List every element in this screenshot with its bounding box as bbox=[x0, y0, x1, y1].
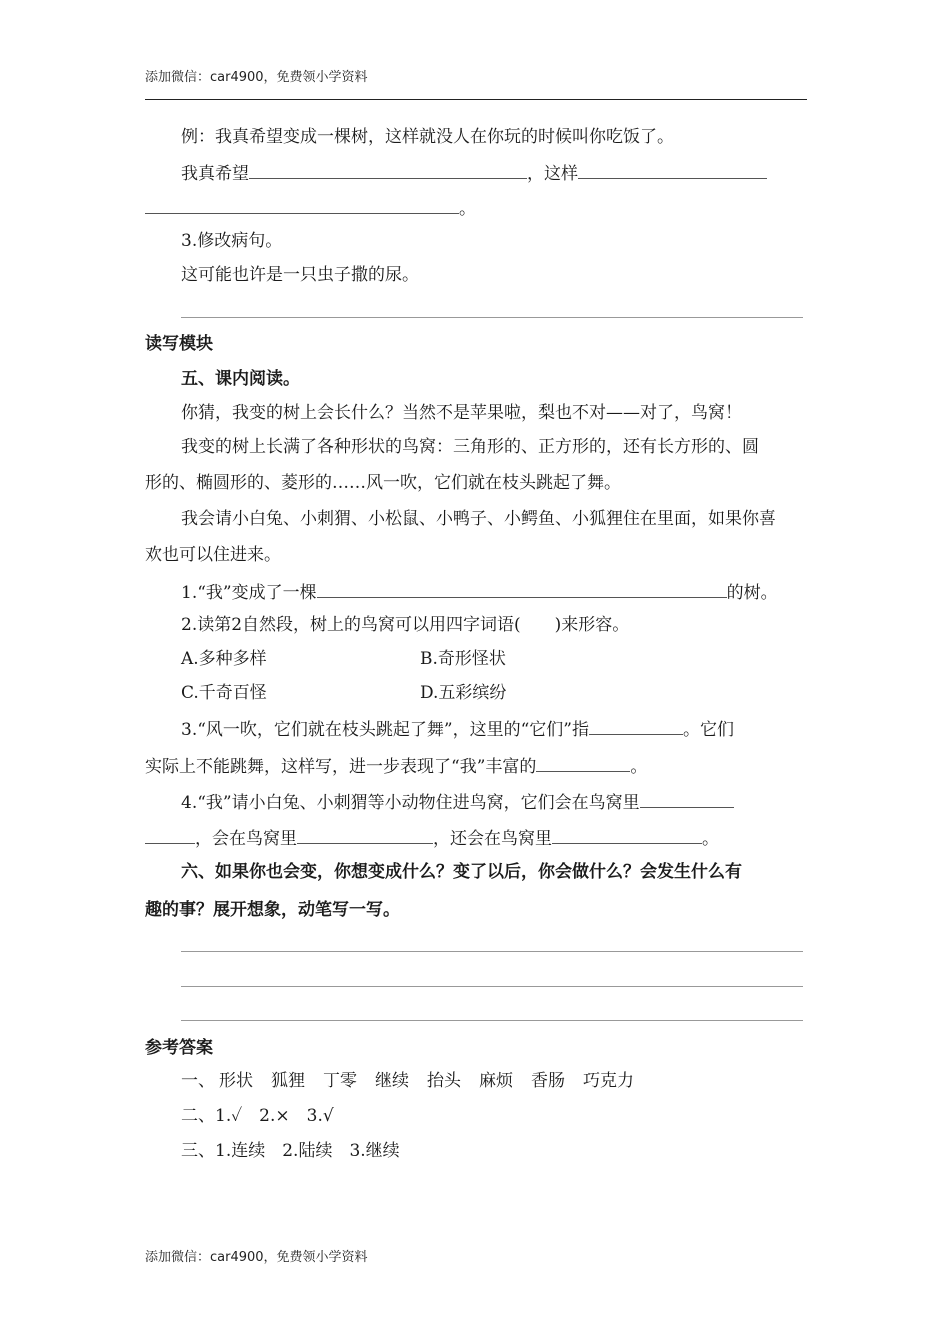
answer-blank[interactable] bbox=[145, 827, 195, 844]
q5-4-d: 。 bbox=[702, 829, 719, 849]
q5-4-b: ，会在鸟窝里 bbox=[195, 829, 297, 849]
q5-3-line2 bbox=[145, 755, 647, 777]
answer-word: 丁零 bbox=[323, 1071, 357, 1091]
answers-three: 三、1.连续 2.陆续 3.继续 bbox=[181, 1141, 400, 1161]
answer-word: 巧克力 bbox=[583, 1071, 634, 1091]
option-d[interactable]: D.五彩缤纷 bbox=[420, 683, 507, 703]
q5-4-a: 4.“我”请小白兔、小刺猬等小动物住进鸟窝，它们会在鸟窝里 bbox=[181, 793, 640, 813]
q5-4-c: ，还会在鸟窝里 bbox=[433, 829, 552, 849]
q6-line1: 六、如果你也会变，你想变成什么？变了以后，你会做什么？会发生什么有 bbox=[181, 862, 742, 882]
page-footer: 添加微信：car4900，免费领小学资料 bbox=[145, 1250, 368, 1265]
prompt-start: 我真希望 bbox=[181, 164, 249, 184]
answer-blank[interactable] bbox=[536, 755, 630, 772]
q5-3-b: 。它们 bbox=[682, 720, 734, 740]
q6-line2: 趣的事？展开想象，动笔写一写。 bbox=[145, 900, 400, 920]
prompt-end: 。 bbox=[459, 199, 476, 219]
page-header: 添加微信：car4900，免费领小学资料 bbox=[145, 70, 368, 85]
example-prompt-cont bbox=[145, 197, 476, 219]
example-line: 例：我真希望变成一棵树，这样就没人在你玩的时候叫你吃饭了。 bbox=[181, 127, 674, 147]
option-c[interactable]: C.千奇百怪 bbox=[181, 683, 267, 703]
q5-1 bbox=[181, 581, 778, 603]
answer-blank[interactable] bbox=[589, 718, 683, 735]
q5-3-c: 实际上不能跳舞，这样写，进一步表现了“我”丰富的 bbox=[145, 757, 537, 777]
option-a[interactable]: A.多种多样 bbox=[181, 649, 267, 669]
answer-blank[interactable] bbox=[552, 827, 702, 844]
example-prompt bbox=[181, 162, 767, 184]
q5-3-line1 bbox=[181, 718, 734, 740]
answer-word: 麻烦 bbox=[479, 1071, 513, 1091]
answer-blank[interactable] bbox=[249, 162, 527, 179]
answer-word: 继续 bbox=[375, 1071, 409, 1091]
writing-line[interactable] bbox=[181, 1020, 803, 1021]
answer-line[interactable] bbox=[181, 317, 803, 318]
answers-one bbox=[181, 1071, 652, 1091]
section-title: 读写模块 bbox=[145, 334, 213, 354]
answers-two: 二、1.✓ 2.× 3.√ bbox=[181, 1106, 334, 1126]
option-b[interactable]: B.奇形怪状 bbox=[420, 649, 506, 669]
passage-p3-l1: 我会请小白兔、小刺猬、小松鼠、小鸭子、小鳄鱼、小狐狸住在里面，如果你喜 bbox=[181, 509, 776, 529]
q5-2: 2.读第2自然段，树上的鸟窝可以用四字词语( )来形容。 bbox=[181, 615, 630, 635]
q5-4-line2 bbox=[145, 827, 719, 849]
answer-word: 抬头 bbox=[427, 1071, 461, 1091]
q5-3-d: 。 bbox=[630, 757, 648, 777]
answer-word: 香肠 bbox=[531, 1071, 565, 1091]
passage-p2-l2: 形的、椭圆形的、菱形的……风一吹，它们就在枝头跳起了舞。 bbox=[145, 473, 621, 493]
answer-word: 狐狸 bbox=[271, 1071, 305, 1091]
passage-p1: 你猜，我变的树上会长什么？当然不是苹果啦，梨也不对——对了，鸟窝！ bbox=[181, 403, 742, 423]
q5-3-a: 3.“风一吹，它们就在枝头跳起了舞”，这里的“它们”指 bbox=[181, 720, 589, 740]
q5-1-end: 的树。 bbox=[726, 583, 778, 603]
passage-p2-l1: 我变的树上长满了各种形状的鸟窝：三角形的、正方形的，还有长方形的、圆 bbox=[181, 437, 759, 457]
answer-word: 形状 bbox=[219, 1071, 253, 1091]
writing-line[interactable] bbox=[181, 986, 803, 987]
q5-4-line1 bbox=[181, 791, 734, 813]
prompt-mid: ，这样 bbox=[527, 164, 578, 184]
answer-label: 一、 bbox=[181, 1071, 215, 1091]
answers-title: 参考答案 bbox=[145, 1038, 213, 1058]
q3-title: 3.修改病句。 bbox=[181, 231, 283, 251]
writing-line[interactable] bbox=[181, 951, 803, 952]
answer-blank[interactable] bbox=[317, 581, 727, 598]
header-divider bbox=[145, 99, 807, 100]
answer-blank[interactable] bbox=[145, 197, 459, 214]
answer-blank[interactable] bbox=[640, 791, 734, 808]
answer-blank[interactable] bbox=[578, 162, 767, 179]
passage-p3-l2: 欢也可以住进来。 bbox=[145, 545, 281, 565]
q5-title: 五、课内阅读。 bbox=[181, 369, 300, 389]
answer-blank[interactable] bbox=[297, 827, 433, 844]
q5-1-start: 1.“我”变成了一棵 bbox=[181, 583, 317, 603]
q3-sentence: 这可能也许是一只虫子撒的尿。 bbox=[181, 265, 419, 285]
